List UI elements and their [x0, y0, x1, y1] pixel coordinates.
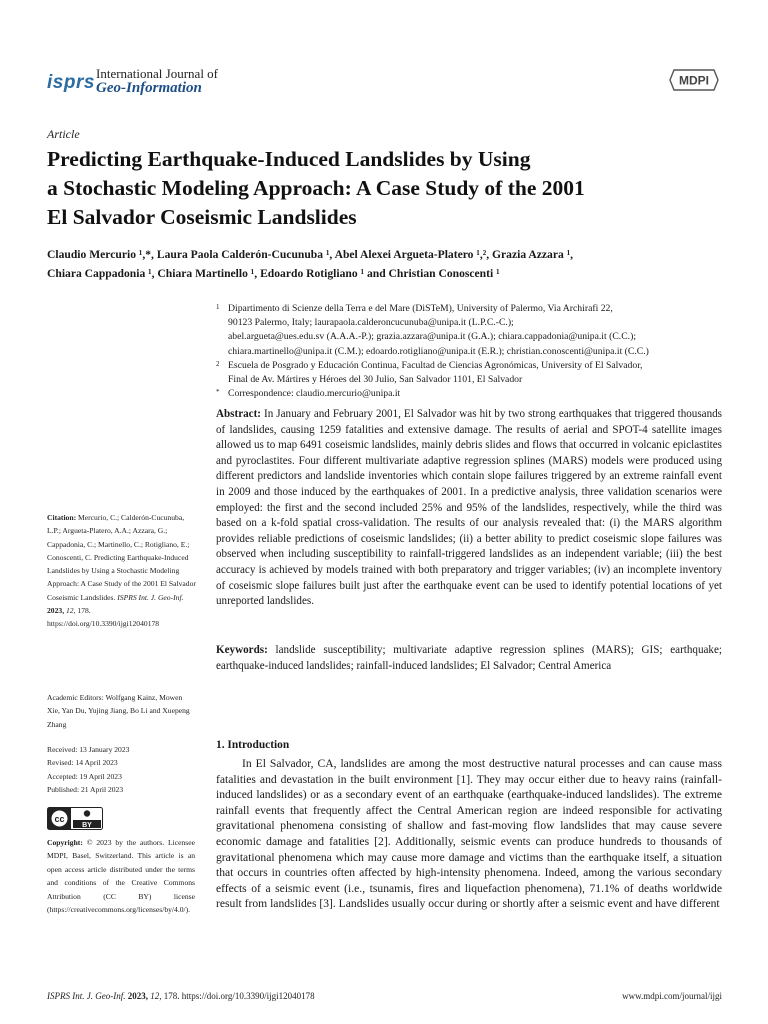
published-date: Published: 21 April 2023 [47, 784, 124, 794]
citation-volume: 12, [66, 606, 76, 616]
journal-name-line1: International Journal of [96, 66, 219, 81]
affiliation-text: chiara.martinello@unipa.it (C.M.); edoardo.rotigliano@unipa.it (E.R.); christian.conoscenti@unipa.it (C.C.) [228, 345, 649, 357]
introduction-paragraph: In El Salvador, CA, landslides are among the most destructive natural processes and can cause mass fatalities and devastation in the built environment [1]. They may occur either due to heavy rains (rainfall-induced landslides) or as a secondary event of an earthquake (earthquake-induced landslides). The extreme rainfall events that frequently affect the Central American region are indeed responsible for activating gravitational phenomena consisting of shallow and fast-moving flow landslides that may cause severe economic damage and fatalities [2]. Additionally, seismic events can produce hundreds to thousands of gravitational phenomena which may cause more damage and victims than the earthquake itself, a situation that occurs in countries often affected by high-intensity phenomena. Indeed, among the various secondary effects of a seismic event (i.e., tsunamis, fires and liquefaction phenomena), 71.1% of deaths worldwide result from landslides [3]. Landslides usually occur during or shortly after a seismic event and have different [216, 757, 722, 911]
introduction-body [216, 756, 722, 912]
affiliation-row [216, 345, 736, 359]
affiliation-text: Dipartimento di Scienze della Terra e del Mare (DiSTeM), University of Palermo, Via Archirafi 22, [228, 303, 613, 314]
introduction-heading: 1. Introduction [216, 739, 290, 751]
affiliation-marker: * [216, 388, 220, 397]
abstract [216, 407, 722, 610]
abstract-text: In January and February 2001, El Salvador was hit by two strong earthquakes that triggered thousands of landslides, causing 1259 fatalities and extensive damage. The results of aerial and SPOT-4 satellite images allowed us to map 6491 coseismic landslides, mainly debris slides and flows that occurred in volcanic epiclastites and pyroclastites. Four different multivariate adaptive regression splines (MARS) models were produced using different predictors and landslide inventories which contain slope failures triggered by an extreme rainfall event in 2009 and those induced by the earthquakes of 2001. In a predictive analysis, three validation scenarios were employed: the first and the second included 25% and 95% of the landslides, respectively, while the third was based on a k-fold spatial cross-validation. The results of our analysis revealed that: (i) the MARS algorithm provides reliable predictions of coseismic landslides; (ii) a better ability to predict coseismic slope failures was observed when including susceptibility to rainfall-triggered landslides as an independent variable; (iii) the best accuracy is achieved by models trained with both preparatory and trigger variables; (iv) an incomplete inventory of coseismic slope failures built just after the earthquake event can be used to identify potential locations of yet unreported landslides. [216, 408, 722, 608]
affiliation-row [216, 316, 736, 330]
citation-block [47, 511, 197, 631]
journal-name-line2: Geo-Information [96, 80, 202, 96]
mdpi-logo [668, 68, 720, 92]
affiliation-row [216, 302, 736, 316]
copyright-text: © 2023 by the authors. Licensee MDPI, Basel, Switzerland. This article is an open access article distributed under the terms and conditions of the Creative Commons Attribution (CC BY) license (https://creativecommons.org/licenses/by/4.0/). [47, 838, 195, 915]
affiliations [216, 302, 736, 401]
dates-block [47, 743, 197, 796]
footer-journal: ISPRS Int. J. Geo-Inf. [47, 991, 126, 1001]
cc-by-text: BY [82, 822, 92, 829]
mdpi-logo-text: MDPI [679, 73, 709, 88]
paper-title [47, 145, 727, 232]
affiliation-marker: 2 [216, 359, 220, 368]
affiliation-text: Escuela de Posgrado y Educación Continua, Facultad de Ciencias Agronómicas, University of El Salvador, [228, 359, 643, 371]
footer-citation [47, 991, 315, 1001]
title-line: El Salvador Coseismic Landslides [47, 205, 357, 229]
editors-text: Wolfgang Kainz, Mowen Xie, Yan Du, Yujing Jiang, Bo Li and Xuepeng Zhang [47, 693, 190, 729]
editors-label: Academic Editors: [47, 693, 104, 702]
academic-editors [47, 691, 197, 731]
author-list [47, 245, 727, 283]
footer-doi[interactable]: 178. https://doi.org/10.3390/ijgi12040178 [163, 991, 315, 1001]
affiliation-text: 90123 Palermo, Italy; laurapaola.calderoncucunuba@unipa.it (L.P.C.-C.); [228, 317, 514, 329]
citation-year: 2023, [47, 606, 65, 616]
article-type: Article [47, 127, 80, 141]
copyright-label: Copyright: [47, 838, 83, 847]
accepted-date: Accepted: 19 April 2023 [47, 771, 122, 781]
cc-by-license-icon[interactable] [47, 807, 103, 830]
author-line: Claudio Mercurio ¹,*, Laura Paola Calderón-Cucunuba ¹, Abel Alexei Argueta-Platero ¹,², Grazia Azzara ¹, [47, 248, 574, 261]
affiliation-text: abel.argueta@ues.edu.sv (A.A.A.-P.); grazia.azzara@unipa.it (G.A.); chiara.cappadonia@unipa.it (C.C.); [228, 331, 637, 343]
footer-journal-url[interactable]: www.mdpi.com/journal/ijgi [622, 991, 722, 1001]
copyright-notice [47, 836, 195, 916]
isprs-logo: isprs [47, 72, 95, 93]
title-line: a Stochastic Modeling Approach: A Case Study of the 2001 [47, 176, 585, 200]
cc-badge-text: cc [54, 814, 65, 824]
affiliation-row [216, 359, 736, 373]
keywords-label: Keywords: [216, 644, 268, 656]
received-date: Received: 13 January 2023 [47, 745, 130, 754]
affiliation-marker: 1 [216, 303, 220, 311]
abstract-label: Abstract: [216, 408, 261, 420]
keywords [216, 643, 722, 674]
keywords-text: landslide susceptibility; multivariate adaptive regression splines (MARS); GIS; earthquake; earthquake-induced landslides; rainfall-induced landslides; El Salvador; Central America [216, 644, 722, 672]
affiliation-text: Correspondence: claudio.mercurio@unipa.it [228, 388, 401, 400]
affiliation-row [216, 387, 736, 401]
affiliation-row [216, 373, 736, 387]
citation-journal: ISPRS Int. J. Geo-Inf. [117, 592, 184, 602]
title-line: Predicting Earthquake-Induced Landslides by Using [47, 147, 531, 171]
footer-year: 2023, [127, 991, 148, 1001]
affiliation-text: Final de Av. Mártires y Héroes del 30 Julio, San Salvador 1101, El Salvador [228, 374, 523, 386]
affiliation-row [216, 330, 736, 344]
author-line: Chiara Cappadonia ¹, Chiara Martinello ¹, Edoardo Rotigliano ¹ and Christian Conoscenti ¹ [47, 267, 500, 280]
citation-label: Citation: [47, 513, 77, 522]
citation-text: Mercurio, C.; Calderón-Cucunuba, L.P.; Argueta-Platero, A.A.; Azzara, G.; Cappadonia, C.; Martinello, C.; Rotigliano, E.; Conoscenti, C. Predicting Earthquake-Induced Landslides by Using a Stochastic Modeling Approach: A Case Study of the 2001 El Salvador Coseismic Landslides. [47, 513, 196, 602]
revised-date: Revised: 14 April 2023 [47, 758, 118, 768]
footer-volume: 12, [150, 991, 162, 1001]
citation-doi[interactable]: 178. https://doi.org/10.3390/ijgi12040178 [47, 606, 160, 629]
